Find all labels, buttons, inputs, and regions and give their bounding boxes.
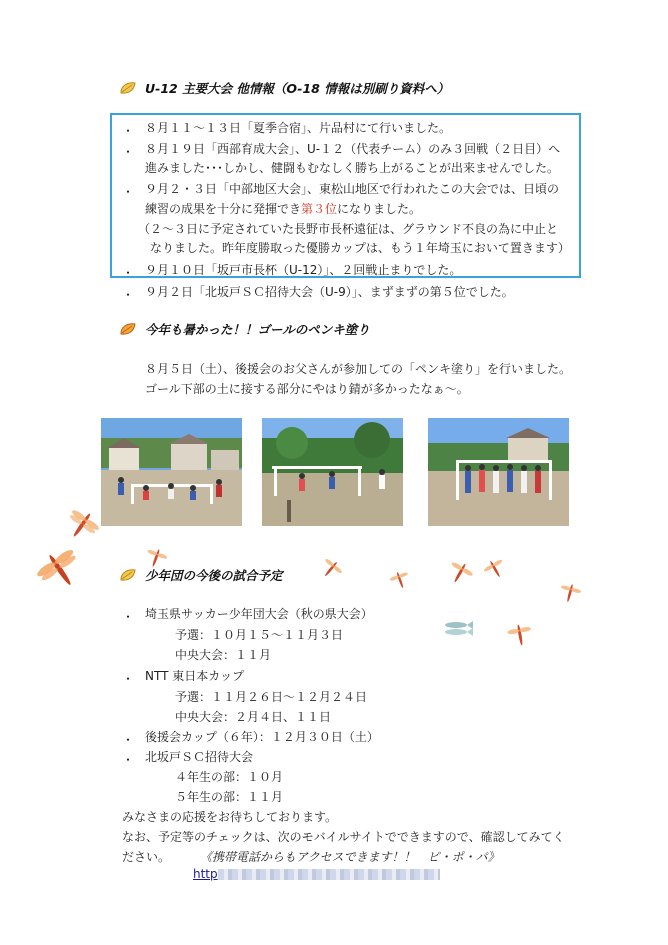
schedule-detail: ４年生の部：１０月	[175, 770, 284, 784]
bullet-mark: ・	[122, 185, 135, 199]
section3-title-text: 少年団の今後の試合予定	[145, 568, 283, 583]
bullet-mark: ・	[122, 672, 135, 686]
note-line: なりました。昨年度勝取った優勝カップは、もう１年埼玉において置きます）	[150, 241, 570, 255]
photo-painting-1	[101, 418, 242, 526]
section1-title-text: U-12 主要大会 他情報（O-18 情報は別刷り資料へ）	[145, 81, 450, 96]
dragonfly-icon	[505, 620, 535, 650]
closing-line: ださい。	[122, 850, 171, 864]
closing-line: なお、予定等のチェックは、次のモバイルサイトでできますので、確認してみてく	[122, 830, 565, 844]
schedule-detail: 予選：１１月２６日～１２月２４日	[175, 690, 368, 704]
leaf-icon	[119, 81, 137, 95]
note-line: （２～３日に予定されていた長野市長杯遠征は、グラウンド不良の為に中止と	[138, 222, 559, 236]
bullet-mark: ・	[122, 288, 135, 302]
schedule-item: NTT 東日本カップ	[145, 669, 245, 683]
schedule-detail: 中央大会：２月４日、１１日	[175, 710, 332, 724]
dragonfly-icon	[388, 568, 412, 592]
mobile-site-link[interactable]	[193, 867, 440, 881]
list-item: ８月１９日「西部育成大会」、U-１２（代表チーム）のみ３回戦（２日目）へ	[145, 142, 561, 156]
section2-title	[119, 320, 370, 338]
schedule-detail: 中央大会：１１月	[175, 648, 272, 662]
dragonfly-icon	[557, 580, 583, 606]
text-run: になりました。	[337, 202, 422, 216]
text-run: ピ・ポ・パ》	[427, 850, 500, 864]
schedule-item: 後援会カップ（６年）：１２月３０日（土）	[145, 730, 379, 744]
photo-painting-3	[428, 418, 569, 526]
text-run: 《携帯電話からもアクセスできます！！	[200, 850, 416, 864]
leaf-icon	[119, 322, 137, 336]
paragraph-line: ゴール下部の土に接する部分にやはり錆が多かったなぁ～。	[145, 382, 469, 396]
dragonfly-icon	[62, 505, 102, 545]
bullet-mark: ・	[122, 610, 135, 624]
third-place-highlight: 第３位	[301, 202, 338, 216]
schedule-item: 埼玉県サッカー少年団大会（秋の県大会）	[145, 607, 373, 621]
schedule-detail: ５年生の部：１１月	[175, 790, 284, 804]
section3-title	[119, 566, 283, 584]
bullet-mark: ・	[122, 733, 135, 747]
link-text[interactable]: http	[193, 867, 218, 881]
bullet-mark: ・	[122, 266, 135, 280]
blurred-url	[218, 869, 440, 880]
bullet-mark: ・	[122, 753, 135, 767]
list-item: ９月１０日「坂戸市長杯（U-12）」、２回戦止まりでした。	[145, 263, 462, 277]
closing-line: みなさまの応援をお待ちしております。	[122, 810, 338, 824]
section1-title	[119, 79, 449, 97]
photo-painting-2	[262, 418, 403, 526]
bullet-mark: ・	[122, 145, 135, 159]
list-item: ９月２日「北坂戸ＳＣ招待大会（U-9）」、まずまずの第５位でした。	[145, 285, 514, 299]
section2-title-text: 今年も暑かった！！ゴールのペンキ塗り	[145, 322, 370, 337]
mobile-access-note	[200, 848, 500, 866]
dragonfly-icon	[36, 546, 84, 594]
leaf-icon	[119, 568, 137, 582]
list-item: ８月１１～１３日「夏季合宿」、片品村にて行いました。	[145, 121, 452, 135]
dragonfly-icon	[482, 556, 508, 582]
schedule-detail: 予選：１０月１５～１１月３日	[175, 628, 344, 642]
list-item: ９月２・３日「中部地区大会」、東松山地区で行われたこの大会では、日頃の	[145, 182, 560, 196]
dragonfly-icon	[318, 556, 344, 582]
list-item-cont: 進みました･･･しかし、健闘もむなしく勝ち上がることが出来ませんでした。	[145, 161, 560, 175]
schedule-item: 北坂戸ＳＣ招待大会	[145, 750, 254, 764]
dragonfly-icon	[445, 558, 475, 588]
bullet-mark: ・	[122, 124, 135, 138]
list-item-cont	[145, 200, 421, 218]
fish-icon	[442, 618, 474, 638]
text-run: 練習の成果を十分に発揮でき	[145, 202, 302, 216]
paragraph-line: ８月５日（土）、後援会のお父さんが参加しての「ペンキ塗り」を行いました。	[145, 362, 572, 376]
